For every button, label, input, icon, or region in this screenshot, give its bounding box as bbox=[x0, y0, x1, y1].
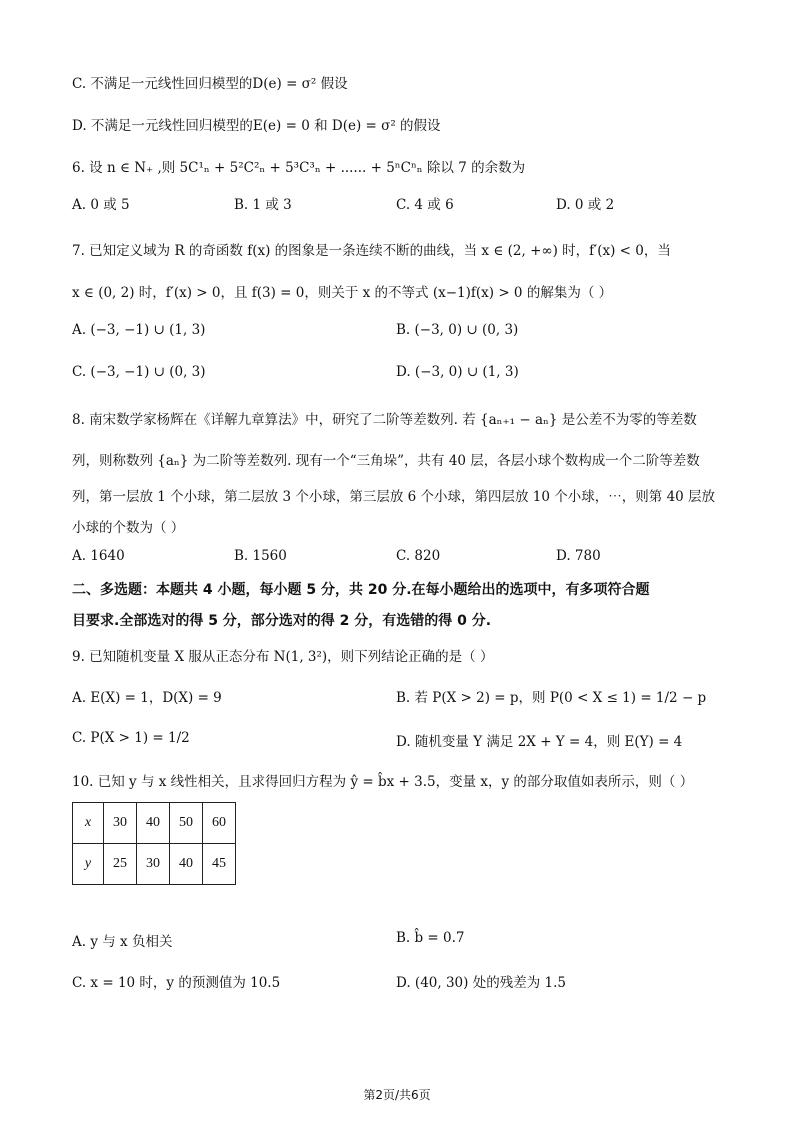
q10-option-c: C. x = 10 时，y 的预测值为 10.5 bbox=[72, 975, 281, 991]
table-cell: 50 bbox=[170, 803, 203, 844]
q5-option-c: C. 不满足一元线性回归模型的D(e) = σ² 假设 bbox=[72, 76, 348, 92]
q6-option-a: A. 0 或 5 bbox=[72, 197, 130, 213]
q8-stem-line1: 8. 南宋数学家杨辉在《详解九章算法》中，研究了二阶等差数列. 若 {aₙ₊₁ − aₙ} 是公差不为零的等差数 bbox=[72, 412, 697, 428]
q5-option-d: D. 不满足一元线性回归模型的E(e) = 0 和 D(e) = σ² 的假设 bbox=[72, 118, 441, 134]
q9-stem: 9. 已知随机变量 X 服从正态分布 N(1, 3²)，则下列结论正确的是（ ） bbox=[72, 649, 494, 665]
q10-data-table bbox=[72, 802, 236, 885]
table-row-label: x bbox=[73, 803, 104, 844]
q6-stem: 6. 设 n ∈ N₊ ,则 5C¹ₙ + 5²C²ₙ + 5³C³ₙ + ...... + 5ⁿCⁿₙ 除以 7 的余数为 bbox=[72, 160, 526, 176]
q9-option-b: B. 若 P(X > 2) = p，则 P(0 < X ≤ 1) = 1/2 − p bbox=[396, 690, 707, 706]
q8-option-d: D. 780 bbox=[556, 548, 601, 564]
q8-option-c: C. 820 bbox=[396, 548, 441, 564]
q8-stem-line4: 小球的个数为（ ） bbox=[72, 520, 185, 536]
q8-option-a: A. 1640 bbox=[72, 548, 125, 564]
q7-stem-line1: 7. 已知定义域为 R 的奇函数 f(x) 的图象是一条连续不断的曲线，当 x ∈ (2, +∞) 时，f′(x) < 0，当 bbox=[72, 243, 671, 259]
table-cell: 40 bbox=[170, 844, 203, 885]
table-cell: 45 bbox=[203, 844, 236, 885]
q9-option-c: C. P(X > 1) = 1/2 bbox=[72, 730, 190, 746]
table-cell: 30 bbox=[137, 844, 170, 885]
table-row-label: y bbox=[73, 844, 104, 885]
table-cell: 30 bbox=[104, 803, 137, 844]
q6-option-b: B. 1 或 3 bbox=[234, 197, 292, 213]
table-cell: 25 bbox=[104, 844, 137, 885]
q6-option-c: C. 4 或 6 bbox=[396, 197, 454, 213]
q9-option-d: D. 随机变量 Y 满足 2X + Y = 4，则 E(Y) = 4 bbox=[396, 734, 683, 750]
q9-option-a: A. E(X) = 1，D(X) = 9 bbox=[72, 690, 222, 706]
q7-option-d: D. (−3, 0) ∪ (1, 3) bbox=[396, 364, 519, 380]
q8-stem-line2: 列，则称数列 {aₙ} 为二阶等差数列. 现有一个“三角垛”，共有 40 层，各层小球个数构成一个二阶等差数 bbox=[72, 453, 700, 469]
q10-option-b: B. b̂ = 0.7 bbox=[396, 930, 465, 946]
q7-option-a: A. (−3, −1) ∪ (1, 3) bbox=[72, 322, 206, 338]
q10-option-d: D. (40, 30) 处的残差为 1.5 bbox=[396, 975, 566, 991]
q8-option-b: B. 1560 bbox=[234, 548, 287, 564]
q8-stem-line3: 列，第一层放 1 个小球，第二层放 3 个小球，第三层放 6 个小球，第四层放 10 个小球，⋯，则第 40 层放 bbox=[72, 489, 716, 505]
table-row bbox=[73, 844, 236, 885]
section2-heading-line1: 二、多选题：本题共 4 小题，每小题 5 分，共 20 分.在每小题给出的选项中，有多项符合题 bbox=[72, 582, 650, 598]
q6-option-d: D. 0 或 2 bbox=[556, 197, 615, 213]
page-number: 第2页/共6页 bbox=[363, 1088, 431, 1102]
table-cell: 60 bbox=[203, 803, 236, 844]
q10-option-a: A. y 与 x 负相关 bbox=[72, 934, 173, 950]
table-row bbox=[73, 803, 236, 844]
section2-heading-line2: 目要求.全部选对的得 5 分，部分选对的得 2 分，有选错的得 0 分. bbox=[72, 613, 492, 629]
q7-stem-line2: x ∈ (0, 2) 时，f′(x) > 0，且 f(3) = 0，则关于 x 的不等式 (x−1)f(x) > 0 的解集为（ ） bbox=[72, 285, 613, 301]
q10-stem: 10. 已知 y 与 x 线性相关，且求得回归方程为 ŷ = b̂x + 3.5，变量 x，y 的部分取值如表所示，则（ ） bbox=[72, 774, 694, 790]
table-cell: 40 bbox=[137, 803, 170, 844]
q7-option-c: C. (−3, −1) ∪ (0, 3) bbox=[72, 364, 206, 380]
q7-option-b: B. (−3, 0) ∪ (0, 3) bbox=[396, 322, 519, 338]
